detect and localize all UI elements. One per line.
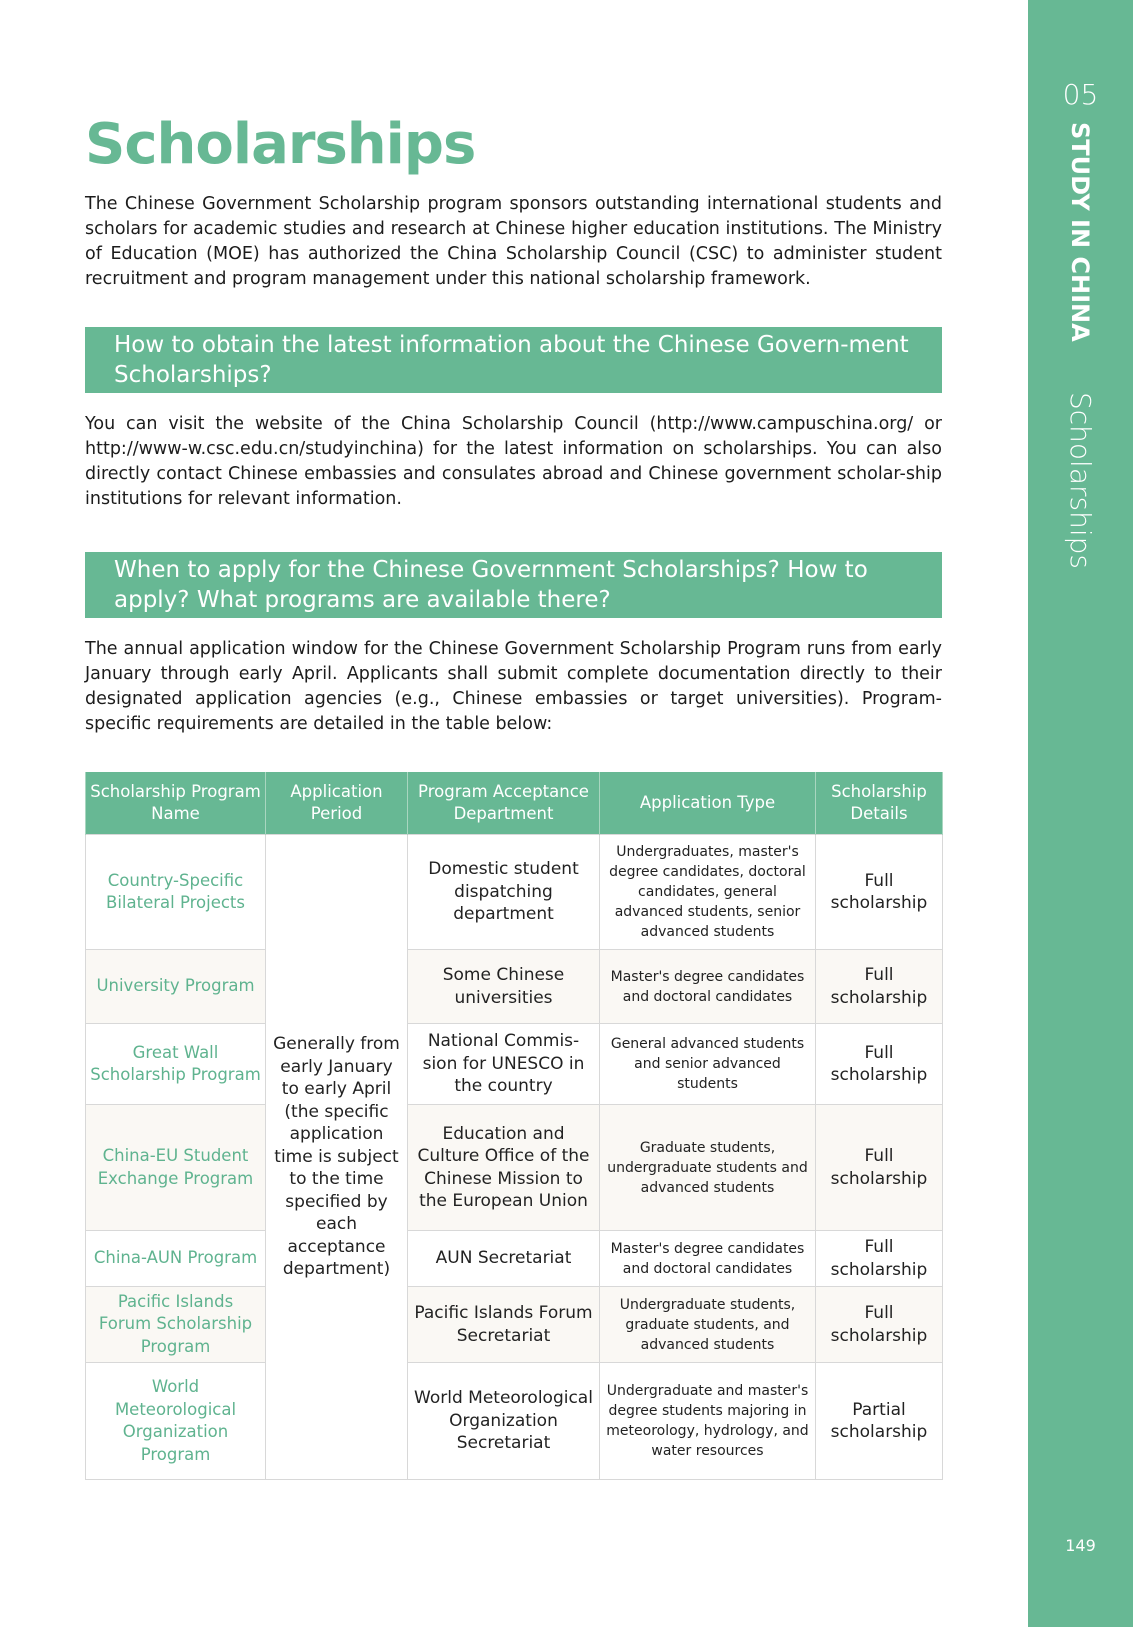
section-label: STUDY IN CHINA (1066, 122, 1094, 342)
acceptance-department: Some Chinese universities (408, 950, 600, 1024)
chapter-number: 05 (1062, 78, 1099, 111)
main-content (85, 110, 942, 1480)
section-body-apply: The annual application window for the Chinese Government Scholarship Program runs from early January through early April. Applicants shall submit complete documentation directly to their designated application agencies (e.g., Chinese embassies or target universities). Program-specific requirements are detailed in the table below: (85, 639, 942, 734)
table-row (86, 1105, 943, 1231)
acceptance-department: World Meteorological Organization Secretariat (408, 1363, 600, 1480)
scholarship-details: Full scholarship (816, 950, 943, 1024)
program-name: China-AUN Program (86, 1231, 266, 1287)
header-scholarship-details: Scholarship Details (816, 772, 943, 835)
table-row (86, 835, 943, 950)
application-type: General advanced students and senior advanced students (600, 1024, 816, 1105)
acceptance-department: Pacific Islands Forum Secretariat (408, 1287, 600, 1363)
application-type: Master's degree candidates and doctoral candidates (600, 1231, 816, 1287)
application-type: Master's degree candidates and doctoral candidates (600, 950, 816, 1024)
section-body-info: You can visit the website of the China Scholarship Council (http://www.campuschina.org/ or http://www-w.csc.edu.cn/studyinchina) for the latest information on scholarships. You can also directly contact Chinese embassies and consulates abroad and Chinese government scholar-ship institutions for relevant information. (85, 414, 942, 509)
program-name: China-EU Student Exchange Program (86, 1105, 266, 1231)
program-name: Great Wall Scholarship Program (86, 1024, 266, 1105)
scholarship-details: Full scholarship (816, 1231, 943, 1287)
table-header-row (86, 772, 943, 835)
table-row (86, 1231, 943, 1287)
table-row (86, 1363, 943, 1480)
acceptance-department: Education and Culture Office of the Chinese Mission to the European Union (408, 1105, 600, 1231)
acceptance-department: Domestic student dispatching department (408, 835, 600, 950)
acceptance-department: National Commis-sion for UNESCO in the country (408, 1024, 600, 1105)
application-type: Undergraduates, master's degree candidates, doctoral candidates, general advanced students, senior advanced students (600, 835, 816, 950)
application-type: Graduate students, undergraduate students and advanced students (600, 1105, 816, 1231)
program-name: Country-Specific Bilateral Projects (86, 835, 266, 950)
scholarship-details: Full scholarship (816, 1105, 943, 1231)
chapter-title: Scholarships (1064, 392, 1097, 569)
scholarship-details: Partial scholarship (816, 1363, 943, 1480)
program-name: World Meteorological Organization Program (86, 1363, 266, 1480)
section-heading-info: How to obtain the latest information about the Chinese Govern-ment Scholarships? (85, 327, 942, 393)
application-type: Undergraduate and master's degree students majoring in meteorology, hydrology, and water resources (600, 1363, 816, 1480)
scholarship-details: Full scholarship (816, 1024, 943, 1105)
table-row (86, 1024, 943, 1105)
program-name: Pacific Islands Forum Scholarship Program (86, 1287, 266, 1363)
header-application-period: Application Period (266, 772, 408, 835)
table-row (86, 950, 943, 1024)
page-title: Scholarships (85, 112, 476, 177)
chapter-sidebar (1028, 0, 1133, 1627)
header-acceptance-department: Program Acceptance Department (408, 772, 600, 835)
page-number: 149 (1065, 1536, 1096, 1555)
table-row (86, 1287, 943, 1363)
scholarship-table (85, 772, 943, 1480)
application-type: Undergraduate students, graduate students, and advanced students (600, 1287, 816, 1363)
scholarship-details: Full scholarship (816, 1287, 943, 1363)
program-name: University Program (86, 950, 266, 1024)
intro-paragraph: The Chinese Government Scholarship program sponsors outstanding international students and scholars for academic studies and research at Chinese higher education institutions. The Ministry of Education (MOE) has authorized the China Scholarship Council (CSC) to administer student recruitment and program management under this national scholarship framework. (85, 194, 942, 289)
header-application-type: Application Type (600, 772, 816, 835)
acceptance-department: AUN Secretariat (408, 1231, 600, 1287)
scholarship-details: Full scholarship (816, 835, 943, 950)
application-period: Generally from early January to early April (the specific application time is subject to the time specified by each acceptance department) (266, 835, 408, 1480)
header-program-name: Scholarship Program Name (86, 772, 266, 835)
section-heading-apply: When to apply for the Chinese Government Scholarships? How to apply? What programs are available there? (85, 552, 942, 618)
